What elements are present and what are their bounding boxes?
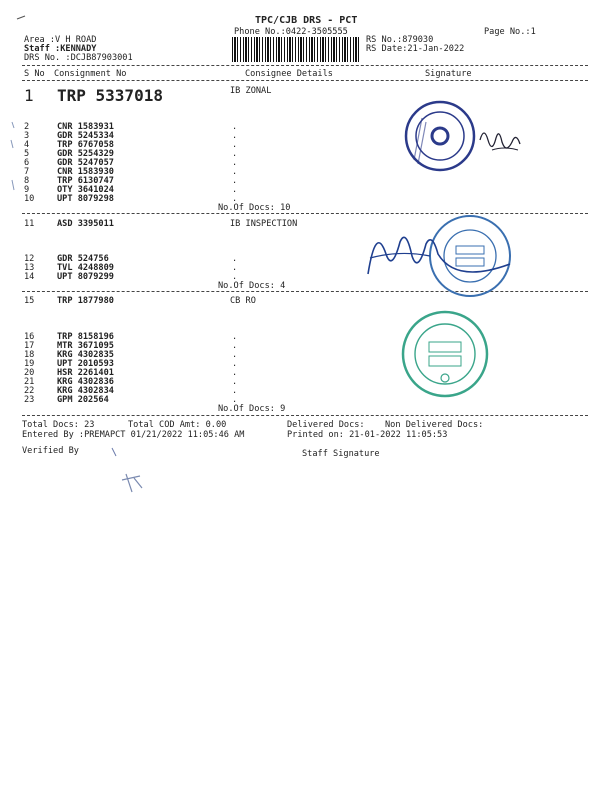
inspection-centre-seal-stamp — [360, 214, 535, 300]
table-row: 6 GDR 5247057 . — [24, 158, 238, 168]
consignment-cell: OTY 3641024 — [57, 185, 114, 195]
sno-cell: 17 — [24, 341, 35, 351]
printed-on: Printed on: 21-01-2022 11:05:53 — [287, 430, 448, 440]
sno-cell: 20 — [24, 368, 35, 378]
sno-cell: 11 — [24, 219, 35, 229]
consignment-cell: GPM 202564 — [57, 395, 109, 405]
consignment-cell: GDR 5247057 — [57, 158, 114, 168]
consignment-cell: GDR 5254329 — [57, 149, 114, 159]
table-row: 10 UPT 8079298 . — [24, 194, 238, 204]
staff-label: Staff :KENNADY — [24, 44, 97, 54]
rs-number: RS No.:879030 — [366, 35, 434, 45]
table-row: 13 TVL 4248809 . — [24, 263, 238, 273]
sno-cell: 9 — [24, 185, 30, 195]
sno-cell: 15 — [24, 296, 35, 306]
consignment-cell: GDR 5245334 — [57, 131, 114, 141]
sno-cell: 12 — [24, 254, 35, 264]
table-row: 20 HSR 2261401 . — [24, 368, 238, 378]
consignment-cell: KRG 4302836 — [57, 377, 114, 387]
consignment-cell: MTR 3671095 — [57, 341, 114, 351]
barcode — [232, 37, 360, 62]
sno-cell: 16 — [24, 332, 35, 342]
table-row: 2 CNR 1583931 . — [24, 122, 238, 132]
consignment-cell: ASD 3395011 — [57, 219, 114, 229]
docs-count: No.Of Docs: 10 — [218, 203, 291, 213]
column-sno: S No — [24, 69, 45, 79]
page-number: Page No.:1 — [484, 27, 536, 37]
total-docs: Total Docs: 23 — [22, 420, 95, 430]
consignment-cell: HSR 2261401 — [57, 368, 114, 378]
table-row: 23 GPM 202564 . — [24, 395, 238, 405]
table-row: 16 TRP 8158196 . — [24, 332, 238, 342]
column-signature: Signature — [425, 69, 472, 79]
total-cod-amount: Total COD Amt: 0.00 — [128, 420, 227, 430]
scan-mark-icon — [16, 14, 28, 22]
sno-cell: 8 — [24, 176, 30, 186]
consignment-cell: GDR 524756 — [57, 254, 109, 264]
consignment-cell: TRP 6767058 — [57, 140, 114, 150]
sno-cell: 14 — [24, 272, 35, 282]
table-row: 8 TRP 6130747 . — [24, 176, 238, 186]
table-row: 17 MTR 3671095 . — [24, 341, 238, 351]
scan-mark-icon — [8, 120, 20, 210]
area-label: Area :V H ROAD — [24, 35, 97, 45]
delivered-docs: Delivered Docs: — [287, 420, 365, 430]
table-row: 5 GDR 5254329 . — [24, 149, 238, 159]
docs-count: No.Of Docs: 9 — [218, 404, 286, 414]
table-row: 18 KRG 4302835 . — [24, 350, 238, 360]
column-consignee: Consignee Details — [245, 69, 333, 79]
divider — [22, 80, 588, 81]
non-delivered-docs: Non Delivered Docs: — [385, 420, 484, 430]
consignee-name: CB RO — [230, 296, 256, 306]
sno-cell: 6 — [24, 158, 30, 168]
sno-cell: 18 — [24, 350, 35, 360]
table-row: 7 CNR 1583930 . — [24, 167, 238, 177]
sno-cell: 23 — [24, 395, 35, 405]
entered-by: Entered By :PREMAPCT 01/21/2022 11:05:46 AM — [22, 430, 245, 440]
phone-number: Phone No.:0422-3505555 — [234, 27, 348, 37]
sno-cell: 21 — [24, 377, 35, 387]
table-row: 4 TRP 6767058 . — [24, 140, 238, 150]
consignment-cell: TRP 1877980 — [57, 296, 114, 306]
consignment-cell: UPT 8079298 — [57, 194, 114, 204]
sno-cell: 10 — [24, 194, 35, 204]
sno-cell: 1 — [24, 86, 34, 105]
circle-office-seal-stamp — [395, 308, 495, 400]
consignment-cell: TRP 6130747 — [57, 176, 114, 186]
verified-initials — [108, 444, 158, 500]
table-row: 19 UPT 2010593 . — [24, 359, 238, 369]
staff-signature-label: Staff Signature — [302, 449, 380, 459]
sno-cell: 13 — [24, 263, 35, 273]
document-title: TPC/CJB DRS - PCT — [255, 15, 358, 26]
consignment-cell: CNR 1583930 — [57, 167, 114, 177]
sno-cell: 19 — [24, 359, 35, 369]
divider — [22, 65, 588, 66]
consignment-cell: KRG 4302834 — [57, 386, 114, 396]
consignment-cell: CNR 1583931 — [57, 122, 114, 132]
consignment-cell: UPT 2010593 — [57, 359, 114, 369]
indian-bank-seal-stamp — [400, 98, 530, 178]
table-row: 22 KRG 4302834 . — [24, 386, 238, 396]
column-consignment: Consignment No — [54, 69, 127, 79]
drs-number: DRS No. :DCJB87903001 — [24, 53, 133, 63]
consignment-cell: KRG 4302835 — [57, 350, 114, 360]
consignment-cell: TRP 5337018 — [57, 86, 163, 105]
sno-cell: 4 — [24, 140, 30, 150]
consignment-cell: TRP 8158196 — [57, 332, 114, 342]
consignee-name: IB INSPECTION — [230, 219, 298, 229]
rs-date: RS Date:21-Jan-2022 — [366, 44, 465, 54]
consignee-name: IB ZONAL — [230, 86, 272, 96]
sno-cell: 5 — [24, 149, 30, 159]
table-row: 14 UPT 8079299 . — [24, 272, 238, 282]
sno-cell: 2 — [24, 122, 30, 132]
sno-cell: 3 — [24, 131, 30, 141]
table-row — [0, 86, 600, 105]
table-row: 21 KRG 4302836 . — [24, 377, 238, 387]
consignment-cell: TVL 4248809 — [57, 263, 114, 273]
table-row: 3 GDR 5245334 . — [24, 131, 238, 141]
consignment-cell: UPT 8079299 — [57, 272, 114, 282]
divider — [22, 415, 588, 416]
table-row: 9 OTY 3641024 . — [24, 185, 238, 195]
table-row: 12 GDR 524756 . — [24, 254, 238, 264]
verified-by-label: Verified By — [22, 446, 79, 456]
sno-cell: 7 — [24, 167, 30, 177]
docs-count: No.Of Docs: 4 — [218, 281, 286, 291]
sno-cell: 22 — [24, 386, 35, 396]
